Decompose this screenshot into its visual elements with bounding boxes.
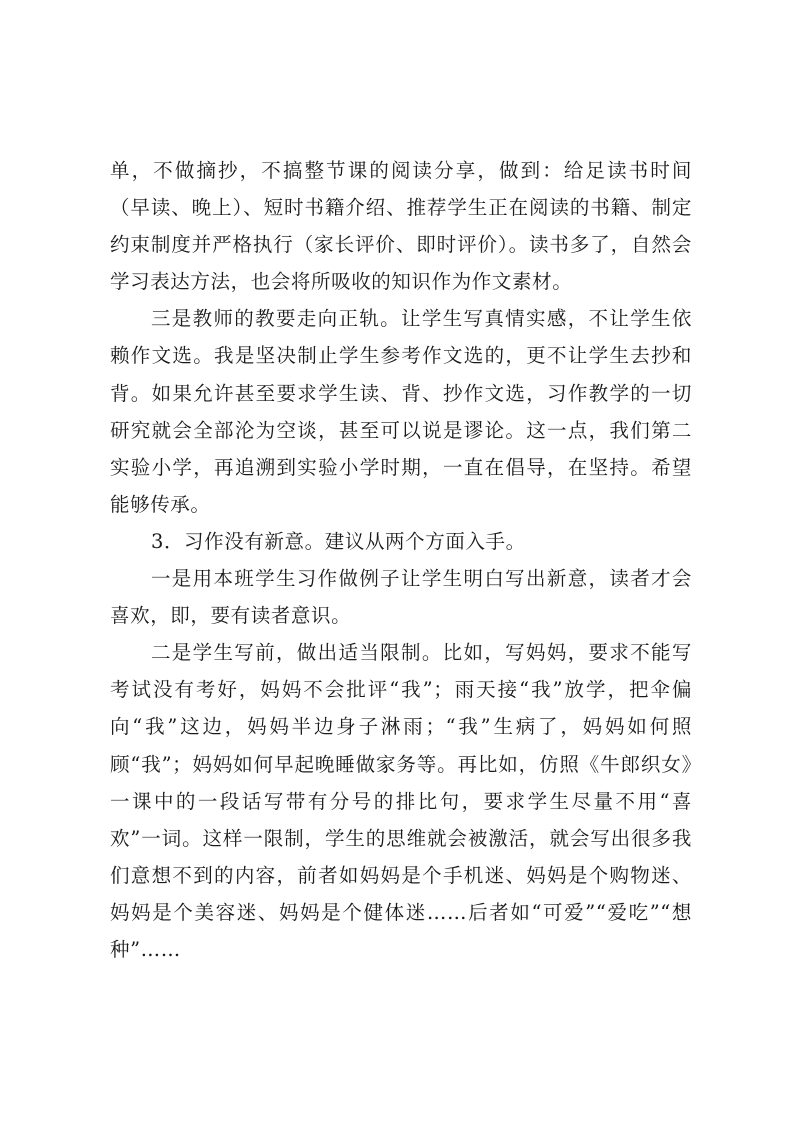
paragraph-reader-awareness: 一是用本班学生习作做例子让学生明白写出新意，读者才会喜欢，即，要有读者意识。: [110, 567, 692, 628]
paragraph-section-heading: 3．习作没有新意。建议从两个方面入手。: [150, 529, 526, 553]
document-body: [110, 152, 692, 968]
paragraph-writing-restrictions: 二是学生写前，做出适当限制。比如，写妈妈，要求不能写考试没有考好，妈妈不会批评“我”；雨天接“我”放学，把伞偏向“我”这边，妈妈半边身子淋雨；“我”生病了，妈妈如何照顾“我”；妈妈如何早起晚睡做家务等。再比如，仿照《牛郎织女》一课中的一段话写带有分号的排比句，要求学生尽量不用“喜欢”一词。这样一限制，学生的思维就会被激活，就会写出很多我们意想不到的内容，前者如妈妈是个手机迷、妈妈是个购物迷、妈妈是个美容迷、妈妈是个健体迷……后者如“可爱”“爱吃”“想种”……: [110, 641, 692, 961]
paragraph-reading-continuation: 单，不做摘抄，不搞整节课的阅读分享，做到：给足读书时间（早读、晚上）、短时书籍介绍、推荐学生正在阅读的书籍、制定约束制度并严格执行（家长评价、即时评价）。读书多了，自然会学习表达方法，也会将所吸收的知识作为作文素材。: [110, 159, 692, 294]
paragraph-teacher-guidance: 三是教师的教要走向正轨。让学生写真情实感，不让学生依赖作文选。我是坚决制止学生参考作文选的，更不让学生去抄和背。如果允许甚至要求学生读、背、抄作文选，习作教学的一切研究就会全部沦为空谈，甚至可以说是谬论。这一点，我们第二实验小学，再追溯到实验小学时期，一直在倡导，在坚持。希望能够传承。: [110, 307, 692, 516]
